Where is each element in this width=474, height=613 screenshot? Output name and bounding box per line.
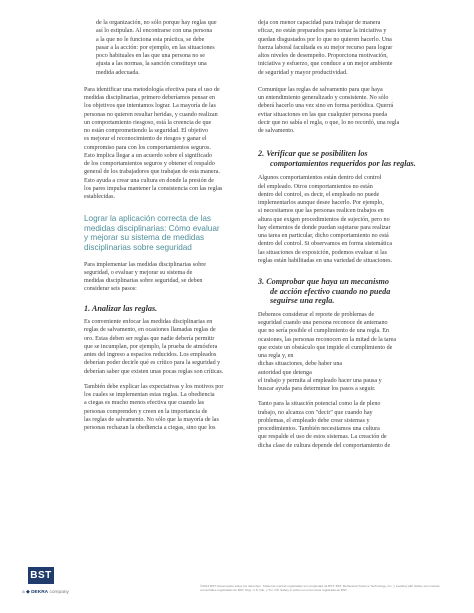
text-line: quedan disgustados por lo que no quieren hacerlo. Una — [258, 36, 392, 43]
text-line: que se incumplan, por ejemplo, la prueba de atmósfera — [84, 343, 218, 350]
text-line: reglas están habilitadas en una variedad de situaciones. — [258, 257, 393, 264]
text-line: medidas disciplinarias sobre seguridad, se deben — [84, 278, 203, 285]
text-line: los cuales se implementan estas reglas. La obediencia — [84, 392, 215, 399]
text-line: no están comprometiendo la seguridad. El objetivo — [84, 128, 209, 134]
text-line: hay elementos de donde puedan sujetarse para realizar — [258, 224, 391, 231]
text-line: un comportamiento riesgoso, está la creencia de que — [84, 119, 212, 126]
subheading-analizar — [84, 304, 256, 314]
text-line: También debe explicar las expectativas y los motivos por — [84, 383, 224, 390]
dekra-prefix: a — [22, 590, 25, 595]
paragraph-comunique — [258, 86, 440, 136]
copyright-notice: ©2014 BST. Reservados todos los derechos. Todas las marcas registradas son propiedad de BST. BST, Behavioral Science Technology, Inc. y Leading with Safety son marcas comerciales registradas de BST, Reg. U.S. Pat. y Tm. Off. Safety in Action es una marca registrada de BST. — [200, 584, 440, 593]
heading-line: comportamientos requeridos por las reglas. — [270, 158, 416, 168]
heading-line: seguirse una regla. — [270, 296, 335, 306]
text-line: altos niveles de desempeño. Proporciona motivación, — [258, 53, 388, 59]
text-line: medidas disciplinarias, primero deberíamos pensar en — [84, 95, 215, 101]
text-line: autoridad que detenga — [258, 369, 312, 376]
text-line: deberían poder decirle qué es crítico para la seguridad y — [84, 360, 221, 367]
text-line: considerar seis pasos: — [84, 286, 137, 293]
paragraph-algunos — [258, 174, 440, 265]
text-line: procedimientos. También necesitamos una cultura — [258, 426, 380, 433]
text-line: dentro del control. Si observamos en forma sistemática — [258, 241, 393, 248]
text-line: deja con menor capacidad para trabajar de manera — [258, 20, 381, 26]
text-line: Tanto para la situación potencial como la de pleno — [258, 401, 381, 408]
text-line: Para implementar las medidas disciplinarias sobre — [84, 261, 207, 268]
text-line: que existe un obstáculo que impide el cumplimiento de — [258, 344, 393, 351]
text-line: que respalde el uso de estos sistemas. La creación de — [258, 434, 387, 441]
text-line: si necesitamos que las personas realicen trabajos en — [258, 208, 384, 215]
text-line: poco habituales en las que una persona no se — [96, 53, 205, 59]
text-line: de la organización, no sólo porque hay reglas que — [96, 20, 217, 26]
text-line: ocasiones, las personas reconocen en la mitad de la tarea — [258, 336, 397, 343]
text-line: las situaciones de exposición, podemos evaluar si las — [258, 249, 387, 256]
heading-line: Lograr la aplicación correcta de las — [84, 214, 211, 224]
text-line: oro. Estas deben ser reglas que nadie debería permitir — [84, 335, 215, 342]
subheading-comprobar — [258, 277, 440, 306]
text-line: antes del ingreso a espacios reducidos. Los empleados — [84, 352, 217, 359]
paragraph-implementar — [84, 261, 256, 294]
paragraph-expectativas — [84, 383, 256, 433]
paragraph-eficaz — [258, 19, 440, 77]
bst-logo: BST — [28, 567, 54, 584]
left-continued-bullet — [84, 19, 256, 77]
text-line: buscar ayuda para determinar los pasos a seguir. — [258, 386, 376, 393]
text-line: Es conveniente enfocar las medidas disciplinarias en — [84, 319, 213, 326]
text-line: ajusta a las normas, la sanción constituye una — [96, 61, 207, 68]
text-line: los pares impulsa mantener la consistencia con las reglas — [84, 185, 223, 192]
right-column — [258, 19, 440, 450]
paragraph-conveniente — [84, 318, 256, 376]
paragraph-debemos — [258, 311, 440, 394]
text-line: Esto ayuda a crear una cultura en donde la presión de — [84, 177, 214, 184]
text-line: establecidas. — [84, 194, 115, 200]
text-line: un entendimiento generalizado y consistente. No sólo — [258, 95, 389, 101]
section-heading — [84, 214, 256, 252]
text-line: trabajo, no alcanza con "decir" que cuando hay — [258, 409, 373, 416]
text-line: de los comportamientos seguros y obtener el respaldo — [84, 161, 215, 167]
dekra-diamond-icon: ◆ — [26, 590, 30, 595]
text-line: del empleado. Otros comportamientos no están — [258, 183, 373, 190]
text-line: medida adecuada. — [96, 69, 140, 76]
heading-line: 2. Verificar que se posibiliten los — [258, 149, 368, 159]
text-line: general de los trabajadores que trabajan de esta manera. — [84, 169, 220, 176]
text-line: deberá hacerlo una vez sino en forma periódica. Querrá — [258, 103, 394, 110]
heading-line: 3. Comprobar que haya un mecanismo — [258, 277, 390, 287]
heading-line: disciplinarias sobre seguridad — [84, 243, 192, 253]
heading-line: y mejorar su sistema de medidas — [84, 233, 205, 243]
text-line: deberían saber que existen unas pocas reglas son críticas. — [84, 368, 224, 375]
text-line: evitar situaciones en las que cualquier persona pueda — [258, 111, 388, 118]
text-line: iniciativa y esfuerzo, que conduce a un mejor ambiente — [258, 61, 393, 68]
text-line: problemas, el empleado debe crear sistemas y — [258, 417, 370, 424]
text-line: a ciegas es mucho menos efectiva que cuando las — [84, 400, 205, 407]
text-line: personas no quieren resultar heridas, y cuando realizan — [84, 111, 218, 118]
left-column — [84, 19, 256, 432]
text-line: Algunos comportamientos están dentro del control — [258, 175, 382, 182]
text-line: Comunique las reglas de salvamento para que haya — [258, 86, 383, 93]
text-line: fuerza laboral facultada es su mejor recurso para lograr — [258, 44, 393, 51]
dekra-brand: DEKRA — [31, 590, 49, 595]
text-line: eficaz, no están preparados para tomar la iniciativa y — [258, 28, 387, 35]
text-line: a la que no le funciona esta práctica, se debe — [96, 36, 205, 43]
dekra-tagline — [22, 590, 69, 595]
text-line: Debemos considerar el reporte de problemas de — [258, 311, 375, 318]
text-line: compromiso para con los comportamientos seguros. — [84, 144, 211, 151]
text-line: así lo estipulan. Al encontrarse con una persona — [96, 28, 213, 35]
text-line: de salvamento. — [258, 128, 295, 134]
paragraph-identificar — [84, 86, 256, 202]
text-line: Para identificar una metodología efectiva para el uso de — [84, 86, 220, 93]
text-line: Esto implica llegar a un acuerdo sobre el significado — [84, 152, 212, 159]
heading-line: 1. Analizar las reglas. — [84, 303, 158, 313]
heading-line: de acción efectivo cuando no pueda — [270, 286, 391, 296]
text-line: de seguridad y mayor productividad. — [258, 69, 348, 76]
dekra-suffix: company — [49, 590, 69, 595]
text-line: una regla y, en — [258, 353, 294, 360]
paragraph-tanto — [258, 400, 440, 450]
text-line: altura que exigen procedimientos de sujeción, pero no — [258, 216, 390, 223]
text-line: los objetivos que intentamos lograr. La mayoría de las — [84, 103, 216, 110]
text-line: personas comprenden y creen en la importancia de — [84, 408, 208, 415]
text-line: una tarea en particular, dicho comportamiento no está — [258, 233, 389, 240]
text-line: decir que no sabía el regla, o que, lo no recordó, una regla — [258, 119, 400, 126]
text-line: reglas de salvamento, en ocasiones llamadas reglas de — [84, 327, 216, 334]
text-line: es mejorar el reconocimiento de riesgos y ganar el — [84, 136, 207, 143]
heading-line: medidas disciplinarias: Cómo evaluar — [84, 223, 220, 233]
text-line: dicha clase de cultura depende del comportamiento de — [258, 442, 391, 449]
subheading-verificar — [258, 149, 440, 168]
text-line: dentro del control, es decir, el empleado no puede — [258, 191, 380, 198]
text-line: seguridad cuando una persona reconoce de antemano — [258, 320, 388, 327]
text-line: pasar a la acción: por ejemplo, en las situaciones — [96, 44, 215, 51]
text-line: implementarlos aunque desee hacerlo. Por ejemplo, — [258, 200, 384, 207]
text-line: las reglas de salvamento. No sólo que la mayoría de las — [84, 416, 219, 423]
text-line: seguridad, o evaluar y mejorar su sistema de — [84, 269, 193, 276]
text-line: dichas situaciones, debe haber una — [258, 361, 343, 368]
text-line: el trabajo y permita al empleado hacer una pausa y — [258, 377, 382, 384]
text-line: que no sería posible el cumplimiento de una regla. En — [258, 328, 389, 335]
text-line: personas rechazan la obediencia a ciegas, sino que los — [84, 425, 216, 432]
